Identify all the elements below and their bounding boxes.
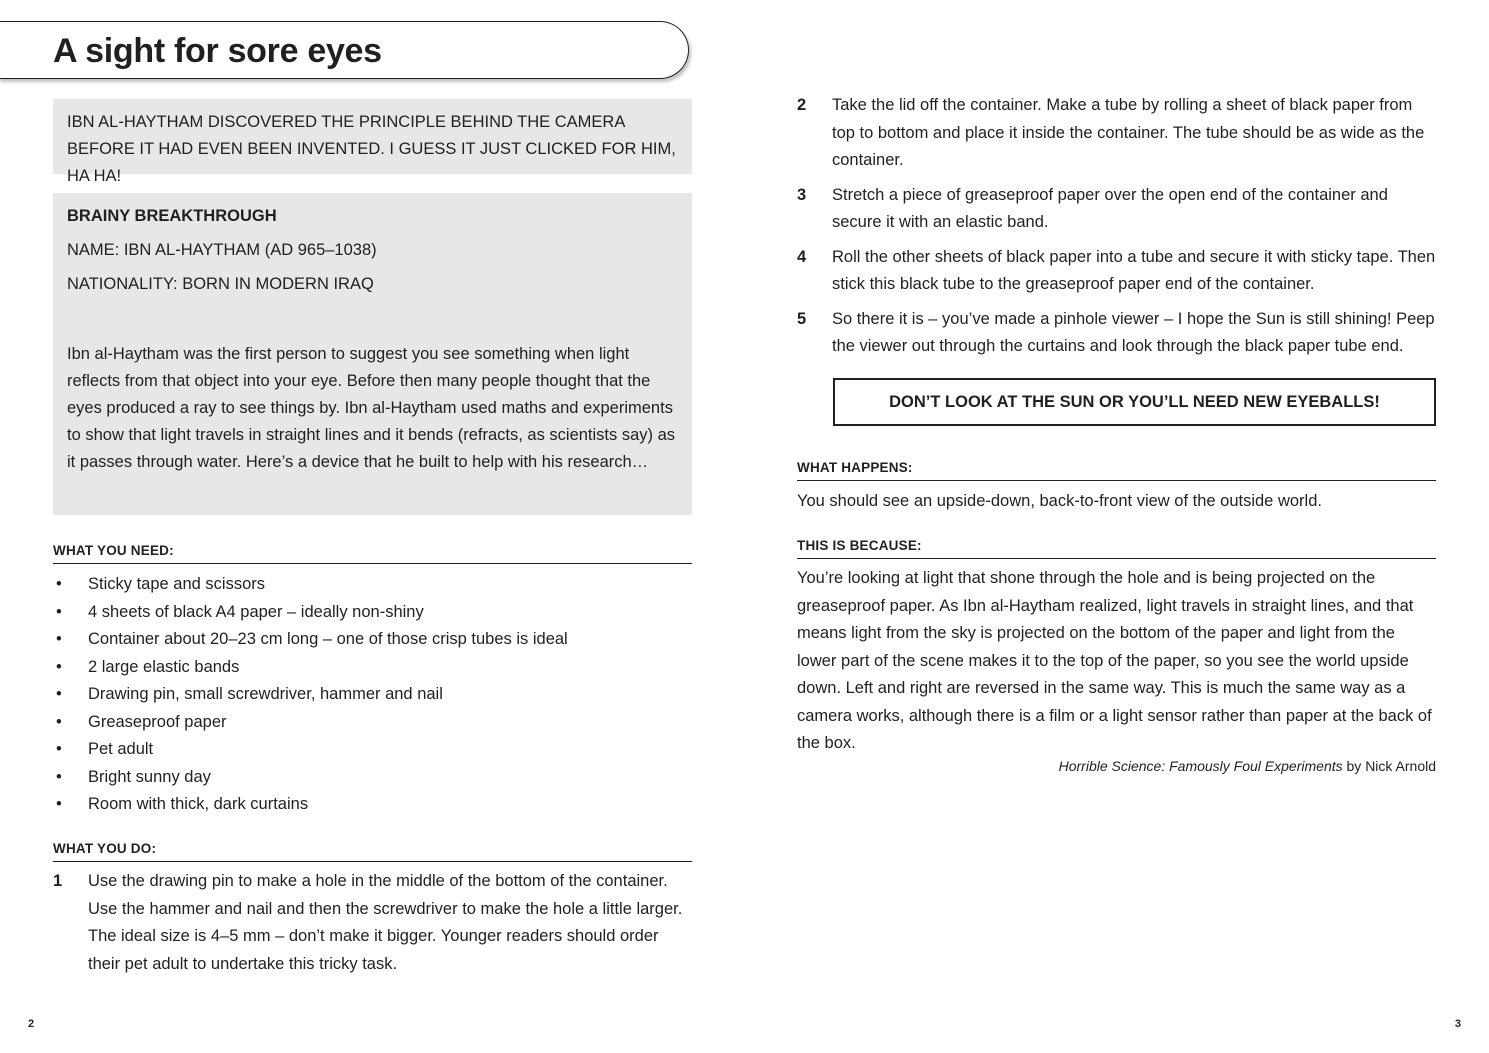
list-item xyxy=(53,599,692,627)
this-is-because-text: You’re looking at light that shone through the hole and is being projected on the greaseproof paper. As Ibn al-Haytham realized, light travels in straight lines, and that means light from the sky is projected on the bottom of the paper and light from the lower part of the scene makes it to the top of the paper, so you see the world upside down. Left and right are reversed in the same way. This is much the same way as a camera works, although there is a film or a light sensor rather than paper at the back of the box. xyxy=(797,569,1432,752)
step-number: 3 xyxy=(797,185,807,204)
what-you-need-heading: WHAT YOU NEED: xyxy=(53,543,692,564)
list-item-text: Pet adult xyxy=(88,740,154,758)
bullet-icon: • xyxy=(56,712,62,731)
list-item xyxy=(53,654,692,682)
what-you-do-heading: WHAT YOU DO: xyxy=(53,841,692,862)
list-item-text: Container about 20–23 cm long – one of those crisp tubes is ideal xyxy=(88,630,568,648)
left-page xyxy=(0,0,744,1053)
what-you-do-steps-left xyxy=(53,868,692,978)
this-is-because-heading: THIS IS BECAUSE: xyxy=(797,538,1436,559)
step-number: 1 xyxy=(53,872,63,890)
what-you-need-list xyxy=(53,571,692,819)
quote-text: IBN AL-HAYTHAM DISCOVERED THE PRINCIPLE BEHIND THE CAMERA BEFORE IT HAD EVEN BEEN INVENTED. I GUESS IT JUST CLICKED FOR HIM, HA HA! xyxy=(67,113,676,185)
bullet-icon: • xyxy=(56,575,62,593)
bullet-icon: • xyxy=(56,740,62,758)
right-page xyxy=(744,0,1489,1053)
list-item-text: Greaseproof paper xyxy=(88,712,227,731)
list-item xyxy=(53,764,692,792)
list-item-text: 2 large elastic bands xyxy=(88,657,240,676)
brainy-body: Ibn al-Haytham was the first person to suggest you see something when light reflects from that object into your eye. Before then many people thought that the eyes produced a ray to see things by. Ibn al-Haytham used maths and experiments to show that light travels in straight lines and it bends (refracts, as scientists say) as it passes through water. Here’s a device that he built to help with his research… xyxy=(67,345,676,471)
brainy-nationality: NATIONALITY: BORN IN MODERN IRAQ xyxy=(67,275,374,293)
list-item-text: Drawing pin, small screwdriver, hammer and nail xyxy=(88,685,443,703)
brainy-name: NAME: IBN AL-HAYTHAM (AD 965–1038) xyxy=(67,241,377,259)
bullet-icon: • xyxy=(56,630,62,648)
list-item xyxy=(53,571,692,599)
warning-box: DON’T LOOK AT THE SUN OR YOU’LL NEED NEW EYEBALLS! xyxy=(833,378,1436,426)
list-item xyxy=(53,791,692,819)
step-text: Use the drawing pin to make a hole in the middle of the bottom of the container. Use the hammer and nail and then the screwdriver to make the hole a little larger. The ideal size is 4–5 mm – don’t make it bigger. Younger readers should order their pet adult to undertake this tricky task. xyxy=(88,872,683,973)
citation xyxy=(1059,756,1436,776)
list-item-text: Room with thick, dark curtains xyxy=(88,795,309,813)
step-item xyxy=(797,306,1436,361)
list-item-text: 4 sheets of black A4 paper – ideally non-shiny xyxy=(88,602,424,621)
step-number: 4 xyxy=(797,247,807,266)
step-number: 2 xyxy=(797,96,807,114)
bullet-icon: • xyxy=(56,657,62,676)
list-item-text: Bright sunny day xyxy=(88,767,211,786)
citation-title: Horrible Science: Famously Foul Experiments xyxy=(1058,758,1343,774)
bullet-icon: • xyxy=(56,767,62,786)
step-item xyxy=(797,244,1436,299)
list-item xyxy=(53,736,692,764)
what-you-do-steps-right xyxy=(797,92,1436,361)
step-text: Roll the other sheets of black paper into a tube and secure it with sticky tape. Then stick this black tube to the greaseproof paper end of the container. xyxy=(832,247,1436,293)
what-happens-heading: WHAT HAPPENS: xyxy=(797,460,1436,481)
step-item xyxy=(797,92,1436,175)
page-number-right: 3 xyxy=(1454,1018,1461,1030)
brainy-breakthrough-box xyxy=(53,193,692,515)
list-item xyxy=(53,681,692,709)
page-number-left: 2 xyxy=(28,1018,35,1030)
step-item xyxy=(797,182,1436,237)
quote-box xyxy=(53,99,692,185)
step-text: So there it is – you’ve made a pinhole viewer – I hope the Sun is still shining! Peep the viewer out through the curtains and look through the black paper tube end. xyxy=(832,309,1435,355)
list-item xyxy=(53,709,692,737)
what-happens-text: You should see an upside-down, back-to-front view of the outside world. xyxy=(797,492,1322,510)
step-text: Stretch a piece of greaseproof paper over the open end of the container and secure it with an elastic band. xyxy=(832,185,1388,231)
step-number: 5 xyxy=(797,309,807,328)
step-item xyxy=(53,868,692,978)
bullet-icon: • xyxy=(56,602,62,621)
citation-author: by Nick Arnold xyxy=(1342,758,1436,774)
page-title: A sight for sore eyes xyxy=(53,32,382,70)
bullet-icon: • xyxy=(56,795,62,813)
list-item-text: Sticky tape and scissors xyxy=(88,575,265,593)
list-item xyxy=(53,626,692,654)
brainy-heading: BRAINY BREAKTHROUGH xyxy=(67,207,277,225)
step-text: Take the lid off the container. Make a tube by rolling a sheet of black paper from top to bottom and place it inside the container. The tube should be as wide as the container. xyxy=(832,96,1425,169)
bullet-icon: • xyxy=(56,685,62,703)
